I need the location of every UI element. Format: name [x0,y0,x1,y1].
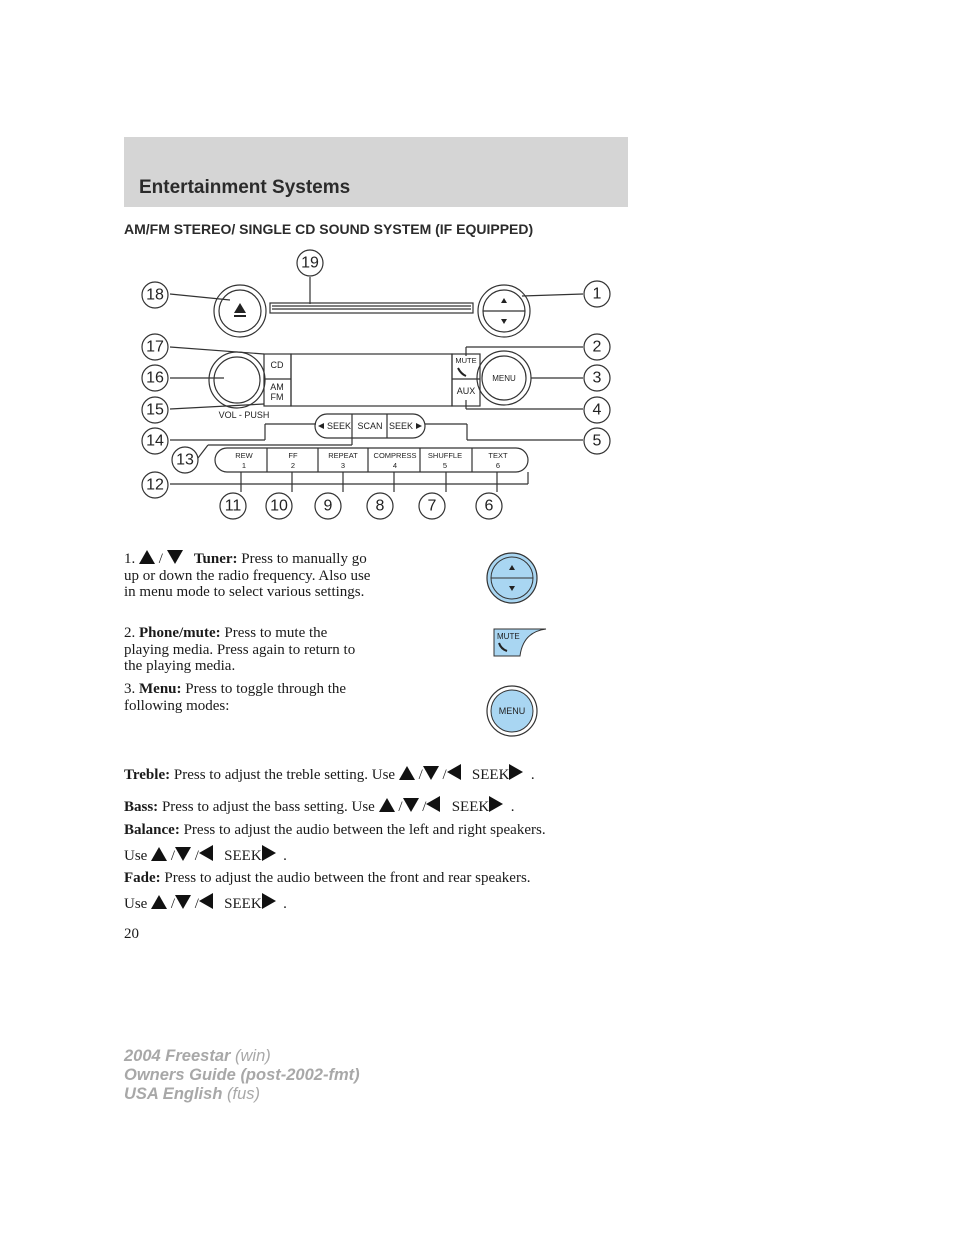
right-arrow-icon [262,845,276,861]
preset-6-label: TEXT [488,451,508,460]
left-arrow-icon [199,845,213,861]
subsection-title: AM/FM STEREO/ SINGLE CD SOUND SYSTEM (IF EQUIPPED) [124,221,534,237]
callout-7: 7 [427,497,437,515]
callout-2: 2 [592,338,602,356]
callout-1: 1 [592,285,602,303]
fm-label: FM [270,392,284,402]
up-arrow-icon [151,895,167,909]
menu-knob-icon [485,684,541,740]
preset-3-label: REPEAT [328,451,358,460]
seek-back-icon [318,423,324,429]
mute-icon-label: MUTE [497,632,520,641]
preset-5-num: 5 [442,461,448,470]
display [291,354,452,406]
callout-4: 4 [592,401,602,419]
mute-button-icon [493,628,549,658]
item-phone-mute [124,625,376,675]
left-arrow-icon [447,764,461,780]
callout-14: 14 [146,432,164,450]
menu-icon-label: MENU [498,706,526,716]
section-title: Entertainment Systems [139,177,351,198]
volume-knob [209,352,265,408]
footer-line-1: 2004 Freestar (win) [124,1047,271,1065]
preset-2-label: FF [288,451,298,460]
callout-8: 8 [375,497,385,515]
item-title: Menu: [139,681,182,697]
callout-5: 5 [592,432,602,450]
radio-faceplate-diagram [120,246,620,526]
item-number: 2. [124,625,136,641]
mode-fade-use: Use / / SEEK . [124,893,624,913]
seek-forward-icon [416,423,422,429]
item-title: Tuner: [193,551,238,567]
up-arrow-icon [399,766,415,780]
tuner-up-icon [501,298,507,303]
item-number: 3. [124,681,136,697]
mute-label: MUTE [455,356,477,365]
preset-4-num: 4 [392,461,398,470]
callout-18: 18 [146,286,164,304]
aux-label: AUX [456,386,476,396]
down-arrow-icon [423,766,439,780]
footer-line-3: USA English (fus) [124,1085,260,1103]
down-arrow-icon [403,798,419,812]
callout-17: 17 [146,338,164,356]
up-arrow-icon [379,798,395,812]
right-arrow-icon [262,893,276,909]
callout-10: 10 [270,497,288,515]
seek-back-label: SEEK [326,421,352,431]
item-text: Press to toggle through the following modes: [124,681,347,714]
seek-forward-label: SEEK [388,421,414,431]
mode-balance-use: Use / / SEEK . [124,845,624,865]
down-arrow-icon [167,550,183,564]
mode-bass: Bass: Press to adjust the bass setting. Use / / SEEK . [124,796,624,816]
left-arrow-icon [426,796,440,812]
am-label: AM [270,382,284,392]
preset-bar [215,448,528,472]
menu-label: MENU [492,374,516,383]
right-arrow-icon [509,764,523,780]
phone-icon [458,368,466,376]
down-arrow-icon [175,895,191,909]
callout-16: 16 [146,369,164,387]
page-number: 20 [124,926,139,942]
preset-6-num: 6 [495,461,501,470]
item-menu [124,681,364,714]
tuner-knob-icon [485,551,541,607]
callout-9: 9 [323,497,333,515]
mode-fade: Fade: Press to adjust the audio between the front and rear speakers. [124,870,531,886]
right-arrow-icon [489,796,503,812]
scan-label: SCAN [357,421,383,431]
preset-1-label: REW [235,451,253,460]
up-arrow-icon [151,847,167,861]
callout-12: 12 [146,476,164,494]
up-arrow-icon [139,550,155,564]
callout-19: 19 [301,254,319,272]
callout-3: 3 [592,369,602,387]
item-text: Press to mute the playing media. Press again to return to the playing media. [124,625,356,674]
footer [124,1047,360,1104]
preset-5-label: SHUFFLE [427,451,463,460]
cd-label: CD [270,360,284,370]
cd-slot [270,303,473,313]
callout-15: 15 [146,401,164,419]
tuner-down-icon [501,319,507,324]
eject-icon [234,303,246,313]
item-text: Press to manually go up or down the radio frequency. Also use in menu mode to select various settings. [124,551,371,600]
mode-treble: Treble: Press to adjust the treble setting. Use / / SEEK . [124,764,624,784]
preset-3-num: 3 [340,461,346,470]
callout-13: 13 [176,451,194,469]
item-title: Phone/mute: [139,625,221,641]
preset-4-label: COMPRESS [373,451,417,460]
callout-6: 6 [484,497,494,515]
mode-balance: Balance: Press to adjust the audio between the left and right speakers. [124,822,546,838]
preset-2-num: 2 [290,461,296,470]
vol-push-label: VOL - PUSH [218,410,270,420]
preset-1-num: 1 [241,461,247,470]
item-tuner: 1. / Tuner: Press to manually go up or down the radio frequency. Also use in menu mode to select various settings. [124,551,371,600]
item-number: 1. [124,551,136,567]
down-arrow-icon [175,847,191,861]
callout-11: 11 [224,497,242,515]
footer-line-2: Owners Guide (post-2002-fmt) [124,1066,360,1084]
left-arrow-icon [199,893,213,909]
